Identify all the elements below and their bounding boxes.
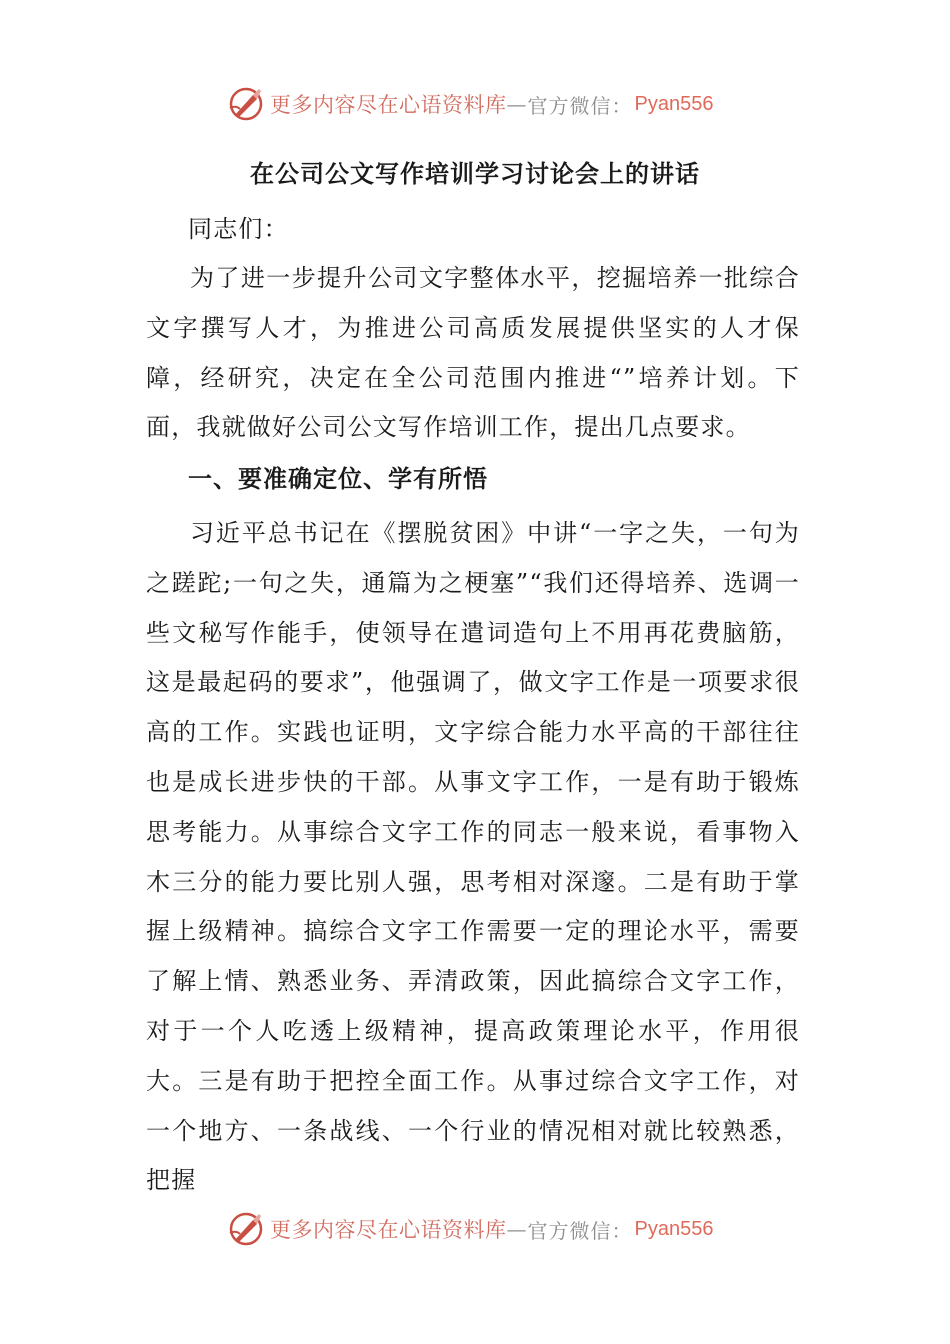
header-watermark (226, 82, 746, 126)
watermark-brand: 更多内容尽在心语资料库 (270, 1218, 507, 1242)
watermark-official-label: 官方微信： (527, 1218, 633, 1243)
pen-nib-icon (226, 1209, 266, 1249)
watermark-wechat-id: Pyan556 (634, 1217, 714, 1240)
watermark-separator: — (506, 1217, 528, 1241)
section-heading-1: 一、要准确定位、学有所悟 (188, 464, 488, 493)
footer-watermark (226, 1207, 746, 1251)
watermark-separator: — (506, 92, 528, 116)
paragraph-section-1: 习近平总书记在《摆脱贫困》中讲“一字之失，一句为之蹉跎;一句之失，通篇为之梗塞”“我们还得培养、选调一些文秘写作能手，使领导在遣词造句上不用再花费脑筋，这是最起码的要求”，他强调了，做文字工作是一项要求很高的工作。实践也证明，文字综合能力水平高的干部往往也是成长进步快的干部。从事文字工作，一是有助于锻炼思考能力。从事综合文字工作的同志一般来说，看事物入木三分的能力要比别人强，思考相对深邃。二是有助于掌握上级精神。搞综合文字工作需要一定的理论水平，需要了解上情、熟悉业务、弄清政策，因此搞综合文字工作，对于一个人吃透上级精神，提高政策理论水平，作用很大。三是有助于把控全面工作。从事过综合文字工作，对一个地方、一条战线、一个行业的情况相对就比较熟悉，把握 (146, 519, 800, 1195)
salutation: 同志们： (188, 215, 289, 243)
pen-nib-icon (226, 84, 266, 124)
watermark-brand: 更多内容尽在心语资料库 (270, 93, 507, 117)
document-title: 在公司公文写作培训学习讨论会上的讲话 (250, 159, 700, 188)
paragraph-intro: 为了进一步提升公司文字整体水平，挖掘培养一批综合文字撰写人才，为推进公司高质发展提供坚实的人才保障，经研究，决定在全公司范围内推进“”培养计划。下面，我就做好公司公文写作培训工作，提出几点要求。 (146, 264, 800, 442)
watermark-official-label: 官方微信： (527, 93, 633, 118)
watermark-wechat-id: Pyan556 (634, 92, 714, 115)
